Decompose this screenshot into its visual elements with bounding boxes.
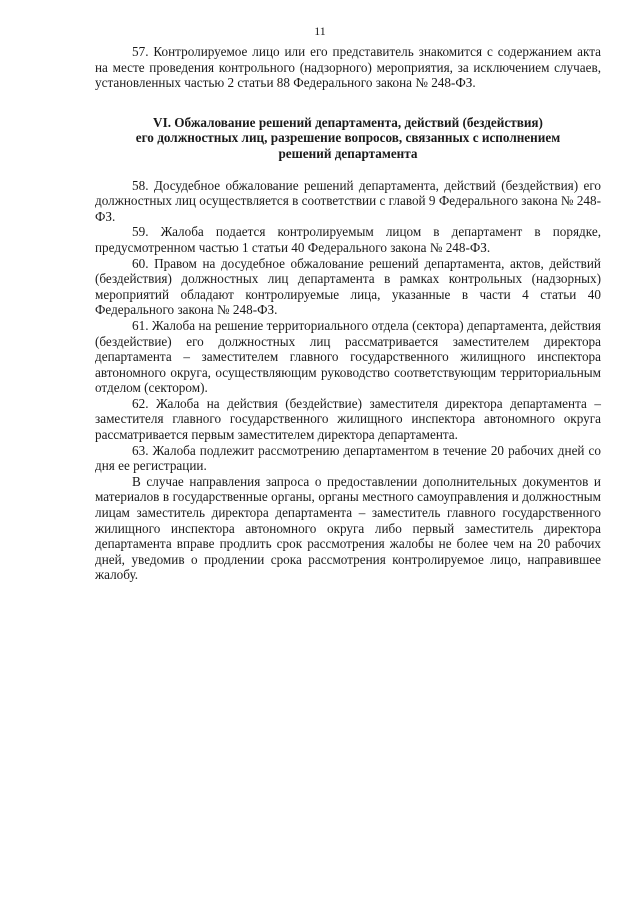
paragraph-57: 57. Контролируемое лицо или его представитель знакомится с содержанием акта на месте проведения контрольного (надзорного) мероприятия, за исключением случаев, установленных частью 2 статьи 88 Федерального закона № 248-ФЗ. bbox=[95, 44, 601, 91]
paragraph-63-extension: В случае направления запроса о предоставлении дополнительных документов и материалов в государственные органы, органы местного самоуправления и должностным лицам заместитель директора департамента – заместитель главного государственного жилищного инспектора автономного округа либо первый заместитель директора департамента вправе продлить срок рассмотрения жалобы не более чем на 20 рабочих дней, уведомив о продлении срока рассмотрения контролируемое лицо, направившее жалобу. bbox=[95, 473, 601, 583]
paragraph-61: 61. Жалоба на решение территориального отдела (сектора) департамента, действия (бездействие) его должностных лиц рассматривается заместителем директора департамента – заместителем главного государственного жилищного инспектора автономного округа, осуществляющим руководство соответствующим территориальным отделом (сектором). bbox=[95, 317, 601, 396]
page-number: 11 bbox=[314, 24, 326, 38]
document-body bbox=[95, 44, 601, 583]
section-heading-line-2: его должностных лиц, разрешение вопросов, связанных с исполнением bbox=[135, 130, 561, 146]
section-heading bbox=[95, 115, 601, 162]
section-heading-line-3: решений департамента bbox=[278, 145, 418, 161]
paragraph-58: 58. Досудебное обжалование решений департамента, действий (бездействия) его должностных лиц осуществляется в соответствии с главой 9 Федерального закона № 248-ФЗ. bbox=[95, 177, 601, 224]
section-heading-line-1: VI. Обжалование решений департамента, действий (бездействия) bbox=[153, 114, 543, 130]
paragraph-62: 62. Жалоба на действия (бездействие) заместителя директора департамента – заместителя главного государственного жилищного инспектора автономного округа рассматривается первым заместителем директора департамента. bbox=[95, 395, 601, 443]
paragraph-59: 59. Жалоба подается контролируемым лицом в департамент в порядке, предусмотренном частью 1 статьи 40 Федерального закона № 248-ФЗ. bbox=[95, 224, 601, 255]
paragraph-60: 60. Правом на досудебное обжалование решений департамента, актов, действий (бездействия) должностных лиц департамента в рамках контрольных (надзорных) мероприятий обладают контролируемые лица, указанные в части 4 статьи 40 Федерального закона № 248-ФЗ. bbox=[95, 255, 601, 318]
paragraph-63: 63. Жалоба подлежит рассмотрению департаментом в течение 20 рабочих дней со дня ее регистрации. bbox=[95, 442, 601, 474]
